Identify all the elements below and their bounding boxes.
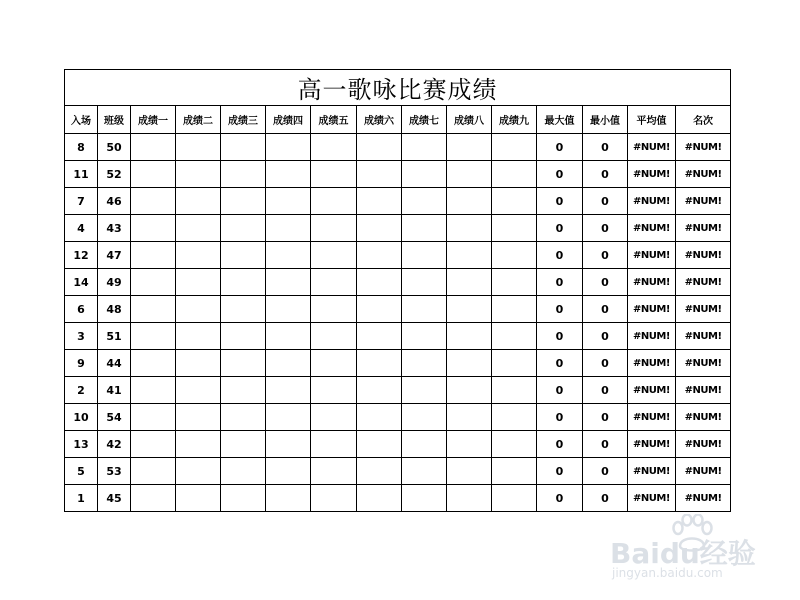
class-cell[interactable]: 53 [98, 458, 131, 485]
score-cell[interactable] [176, 323, 221, 350]
entry-order-cell[interactable]: 11 [65, 161, 98, 188]
score-cell[interactable] [131, 188, 176, 215]
table-row [65, 215, 731, 242]
class-cell[interactable]: 47 [98, 242, 131, 269]
score-cell[interactable] [357, 161, 402, 188]
class-cell[interactable]: 51 [98, 323, 131, 350]
header-row [65, 106, 731, 134]
score-cell[interactable] [492, 242, 537, 269]
average-cell[interactable]: #NUM! [628, 377, 676, 404]
score-cell[interactable] [447, 161, 492, 188]
score-cell[interactable] [266, 188, 311, 215]
max-cell[interactable]: 0 [537, 350, 583, 377]
score-cell[interactable] [357, 188, 402, 215]
score-cell[interactable] [221, 161, 266, 188]
rank-cell[interactable]: #NUM! [676, 269, 731, 296]
score-cell[interactable] [221, 485, 266, 512]
score-cell[interactable] [311, 323, 357, 350]
max-cell[interactable]: 0 [537, 404, 583, 431]
score-cell[interactable] [266, 296, 311, 323]
score-cell[interactable] [221, 188, 266, 215]
score-cell[interactable] [221, 458, 266, 485]
entry-order-cell[interactable]: 12 [65, 242, 98, 269]
entry-order-cell[interactable]: 1 [65, 485, 98, 512]
score-cell[interactable] [221, 296, 266, 323]
rank-cell[interactable]: #NUM! [676, 242, 731, 269]
score-cell[interactable] [402, 242, 447, 269]
score-cell[interactable] [176, 485, 221, 512]
score-cell[interactable] [402, 188, 447, 215]
score-cell[interactable] [221, 323, 266, 350]
rank-cell[interactable]: #NUM! [676, 458, 731, 485]
score-cell[interactable] [311, 404, 357, 431]
min-cell[interactable]: 0 [583, 431, 628, 458]
rank-cell[interactable]: #NUM! [676, 485, 731, 512]
score-cell[interactable] [357, 296, 402, 323]
column-header[interactable]: 名次 [676, 106, 731, 134]
column-header[interactable]: 成绩一 [131, 106, 176, 134]
score-cell[interactable] [447, 458, 492, 485]
score-cell[interactable] [176, 134, 221, 161]
score-cell[interactable] [311, 269, 357, 296]
rank-cell[interactable]: #NUM! [676, 431, 731, 458]
score-cell[interactable] [447, 242, 492, 269]
score-cell[interactable] [266, 269, 311, 296]
score-cell[interactable] [221, 431, 266, 458]
class-cell[interactable]: 48 [98, 296, 131, 323]
average-cell[interactable]: #NUM! [628, 242, 676, 269]
score-cell[interactable] [311, 134, 357, 161]
score-cell[interactable] [402, 404, 447, 431]
score-cell[interactable] [492, 458, 537, 485]
score-cell[interactable] [447, 134, 492, 161]
score-cell[interactable] [131, 161, 176, 188]
score-cell[interactable] [221, 215, 266, 242]
score-cell[interactable] [447, 404, 492, 431]
score-cell[interactable] [357, 323, 402, 350]
column-header[interactable]: 平均值 [628, 106, 676, 134]
score-cell[interactable] [311, 485, 357, 512]
class-cell[interactable]: 46 [98, 188, 131, 215]
table-row [65, 485, 731, 512]
score-cell[interactable] [357, 134, 402, 161]
score-cell[interactable] [131, 377, 176, 404]
watermark-brand: Baidu经验 [610, 537, 756, 570]
rank-cell[interactable]: #NUM! [676, 161, 731, 188]
score-cell[interactable] [131, 350, 176, 377]
entry-order-cell[interactable]: 6 [65, 296, 98, 323]
score-cell[interactable] [221, 269, 266, 296]
table-row [65, 458, 731, 485]
average-cell[interactable]: #NUM! [628, 215, 676, 242]
max-cell[interactable]: 0 [537, 377, 583, 404]
score-cell[interactable] [131, 485, 176, 512]
score-cell[interactable] [266, 377, 311, 404]
score-cell[interactable] [447, 431, 492, 458]
score-cell[interactable] [176, 215, 221, 242]
score-cell[interactable] [357, 215, 402, 242]
class-cell[interactable]: 52 [98, 161, 131, 188]
average-cell[interactable]: #NUM! [628, 161, 676, 188]
column-header[interactable]: 成绩三 [221, 106, 266, 134]
rank-cell[interactable]: #NUM! [676, 404, 731, 431]
score-cell[interactable] [447, 323, 492, 350]
score-cell[interactable] [447, 188, 492, 215]
score-cell[interactable] [266, 323, 311, 350]
min-cell[interactable]: 0 [583, 404, 628, 431]
score-cell[interactable] [266, 134, 311, 161]
score-cell[interactable] [402, 485, 447, 512]
column-header[interactable]: 最大值 [537, 106, 583, 134]
score-cell[interactable] [176, 377, 221, 404]
score-cell[interactable] [492, 485, 537, 512]
score-cell[interactable] [176, 458, 221, 485]
table-row [65, 269, 731, 296]
column-header[interactable]: 成绩七 [402, 106, 447, 134]
min-cell[interactable]: 0 [583, 296, 628, 323]
score-cell[interactable] [311, 377, 357, 404]
score-cell[interactable] [176, 350, 221, 377]
score-cell[interactable] [131, 323, 176, 350]
score-cell[interactable] [221, 242, 266, 269]
entry-order-cell[interactable]: 5 [65, 458, 98, 485]
average-cell[interactable]: #NUM! [628, 269, 676, 296]
score-cell[interactable] [176, 404, 221, 431]
min-cell[interactable]: 0 [583, 188, 628, 215]
score-cell[interactable] [402, 323, 447, 350]
column-header[interactable]: 班级 [98, 106, 131, 134]
entry-order-cell[interactable]: 14 [65, 269, 98, 296]
rank-cell[interactable]: #NUM! [676, 134, 731, 161]
entry-order-cell[interactable]: 2 [65, 377, 98, 404]
class-cell[interactable]: 44 [98, 350, 131, 377]
average-cell[interactable]: #NUM! [628, 188, 676, 215]
score-cell[interactable] [492, 134, 537, 161]
column-header[interactable]: 成绩六 [357, 106, 402, 134]
score-cell[interactable] [311, 242, 357, 269]
score-cell[interactable] [266, 215, 311, 242]
column-header[interactable]: 成绩八 [447, 106, 492, 134]
class-cell[interactable]: 41 [98, 377, 131, 404]
score-cell[interactable] [311, 350, 357, 377]
average-cell[interactable]: #NUM! [628, 431, 676, 458]
score-cell[interactable] [311, 188, 357, 215]
table-row [65, 296, 731, 323]
score-cell[interactable] [357, 377, 402, 404]
score-cell[interactable] [447, 377, 492, 404]
score-cell[interactable] [402, 215, 447, 242]
sheet-title[interactable]: 高一歌咏比赛成绩 [65, 70, 731, 106]
score-cell[interactable] [266, 404, 311, 431]
score-cell[interactable] [311, 215, 357, 242]
score-cell[interactable] [357, 269, 402, 296]
score-cell[interactable] [357, 350, 402, 377]
score-cell[interactable] [492, 296, 537, 323]
score-cell[interactable] [402, 350, 447, 377]
score-cell[interactable] [402, 431, 447, 458]
score-cell[interactable] [402, 458, 447, 485]
score-cell[interactable] [311, 458, 357, 485]
average-cell[interactable]: #NUM! [628, 296, 676, 323]
average-cell[interactable]: #NUM! [628, 323, 676, 350]
min-cell[interactable]: 0 [583, 458, 628, 485]
score-cell[interactable] [221, 134, 266, 161]
class-cell[interactable]: 49 [98, 269, 131, 296]
score-cell[interactable] [447, 296, 492, 323]
watermark-url: jingyan.baidu.com [612, 566, 723, 580]
max-cell[interactable]: 0 [537, 296, 583, 323]
score-cell[interactable] [447, 350, 492, 377]
entry-order-cell[interactable]: 3 [65, 323, 98, 350]
score-cell[interactable] [221, 377, 266, 404]
score-cell[interactable] [357, 242, 402, 269]
score-cell[interactable] [492, 350, 537, 377]
score-cell[interactable] [221, 404, 266, 431]
score-cell[interactable] [311, 296, 357, 323]
column-header[interactable]: 成绩二 [176, 106, 221, 134]
min-cell[interactable]: 0 [583, 215, 628, 242]
max-cell[interactable]: 0 [537, 215, 583, 242]
entry-order-cell[interactable]: 9 [65, 350, 98, 377]
table-row [65, 188, 731, 215]
average-cell[interactable]: #NUM! [628, 134, 676, 161]
score-cell[interactable] [311, 431, 357, 458]
score-cell[interactable] [131, 215, 176, 242]
table-row [65, 242, 731, 269]
max-cell[interactable]: 0 [537, 134, 583, 161]
table-row [65, 323, 731, 350]
score-cell[interactable] [176, 269, 221, 296]
score-cell[interactable] [402, 269, 447, 296]
score-cell[interactable] [221, 350, 266, 377]
rank-cell[interactable]: #NUM! [676, 215, 731, 242]
score-cell[interactable] [131, 404, 176, 431]
rank-cell[interactable]: #NUM! [676, 188, 731, 215]
column-header[interactable]: 入场 [65, 106, 98, 134]
entry-order-cell[interactable]: 7 [65, 188, 98, 215]
class-cell[interactable]: 45 [98, 485, 131, 512]
entry-order-cell[interactable]: 13 [65, 431, 98, 458]
min-cell[interactable]: 0 [583, 323, 628, 350]
score-cell[interactable] [176, 242, 221, 269]
score-cell[interactable] [492, 161, 537, 188]
score-cell[interactable] [131, 134, 176, 161]
max-cell[interactable]: 0 [537, 485, 583, 512]
score-cell[interactable] [492, 188, 537, 215]
max-cell[interactable]: 0 [537, 188, 583, 215]
table-row [65, 134, 731, 161]
class-cell[interactable]: 50 [98, 134, 131, 161]
score-cell[interactable] [131, 296, 176, 323]
column-header[interactable]: 成绩九 [492, 106, 537, 134]
class-cell[interactable]: 54 [98, 404, 131, 431]
score-cell[interactable] [402, 296, 447, 323]
class-cell[interactable]: 43 [98, 215, 131, 242]
entry-order-cell[interactable]: 4 [65, 215, 98, 242]
score-cell[interactable] [266, 161, 311, 188]
score-cell[interactable] [131, 458, 176, 485]
score-cell[interactable] [176, 296, 221, 323]
score-cell[interactable] [266, 431, 311, 458]
score-cell[interactable] [402, 134, 447, 161]
average-cell[interactable]: #NUM! [628, 458, 676, 485]
score-cell[interactable] [131, 269, 176, 296]
score-cell[interactable] [492, 431, 537, 458]
rank-cell[interactable]: #NUM! [676, 350, 731, 377]
rank-cell[interactable]: #NUM! [676, 296, 731, 323]
score-cell[interactable] [492, 404, 537, 431]
score-cell[interactable] [447, 485, 492, 512]
score-cell[interactable] [492, 215, 537, 242]
max-cell[interactable]: 0 [537, 242, 583, 269]
max-cell[interactable]: 0 [537, 269, 583, 296]
score-cell[interactable] [402, 377, 447, 404]
max-cell[interactable]: 0 [537, 323, 583, 350]
min-cell[interactable]: 0 [583, 350, 628, 377]
min-cell[interactable]: 0 [583, 161, 628, 188]
min-cell[interactable]: 0 [583, 485, 628, 512]
min-cell[interactable]: 0 [583, 269, 628, 296]
max-cell[interactable]: 0 [537, 458, 583, 485]
score-cell[interactable] [357, 485, 402, 512]
score-cell[interactable] [176, 431, 221, 458]
score-cell[interactable] [131, 431, 176, 458]
average-cell[interactable]: #NUM! [628, 485, 676, 512]
table-row [65, 377, 731, 404]
average-cell[interactable]: #NUM! [628, 350, 676, 377]
score-cell[interactable] [311, 161, 357, 188]
class-cell[interactable]: 42 [98, 431, 131, 458]
max-cell[interactable]: 0 [537, 161, 583, 188]
column-header[interactable]: 最小值 [583, 106, 628, 134]
score-cell[interactable] [357, 458, 402, 485]
entry-order-cell[interactable]: 10 [65, 404, 98, 431]
min-cell[interactable]: 0 [583, 242, 628, 269]
rank-cell[interactable]: #NUM! [676, 323, 731, 350]
score-cell[interactable] [176, 188, 221, 215]
score-cell[interactable] [131, 242, 176, 269]
score-cell[interactable] [266, 485, 311, 512]
score-cell[interactable] [357, 431, 402, 458]
score-cell[interactable] [266, 350, 311, 377]
score-cell[interactable] [402, 161, 447, 188]
score-cell[interactable] [492, 377, 537, 404]
column-header[interactable]: 成绩四 [266, 106, 311, 134]
table-row [65, 431, 731, 458]
table-row [65, 161, 731, 188]
score-cell[interactable] [492, 269, 537, 296]
score-cell[interactable] [266, 242, 311, 269]
table-row [65, 350, 731, 377]
table-row [65, 404, 731, 431]
score-cell[interactable] [447, 215, 492, 242]
entry-order-cell[interactable]: 8 [65, 134, 98, 161]
score-cell[interactable] [492, 323, 537, 350]
score-cell[interactable] [266, 458, 311, 485]
score-cell[interactable] [176, 161, 221, 188]
min-cell[interactable]: 0 [583, 377, 628, 404]
score-cell[interactable] [447, 269, 492, 296]
score-cell[interactable] [357, 404, 402, 431]
column-header[interactable]: 成绩五 [311, 106, 357, 134]
min-cell[interactable]: 0 [583, 134, 628, 161]
table-body [65, 134, 731, 512]
score-table [64, 69, 731, 512]
rank-cell[interactable]: #NUM! [676, 377, 731, 404]
average-cell[interactable]: #NUM! [628, 404, 676, 431]
baidu-watermark [610, 512, 780, 582]
max-cell[interactable]: 0 [537, 431, 583, 458]
